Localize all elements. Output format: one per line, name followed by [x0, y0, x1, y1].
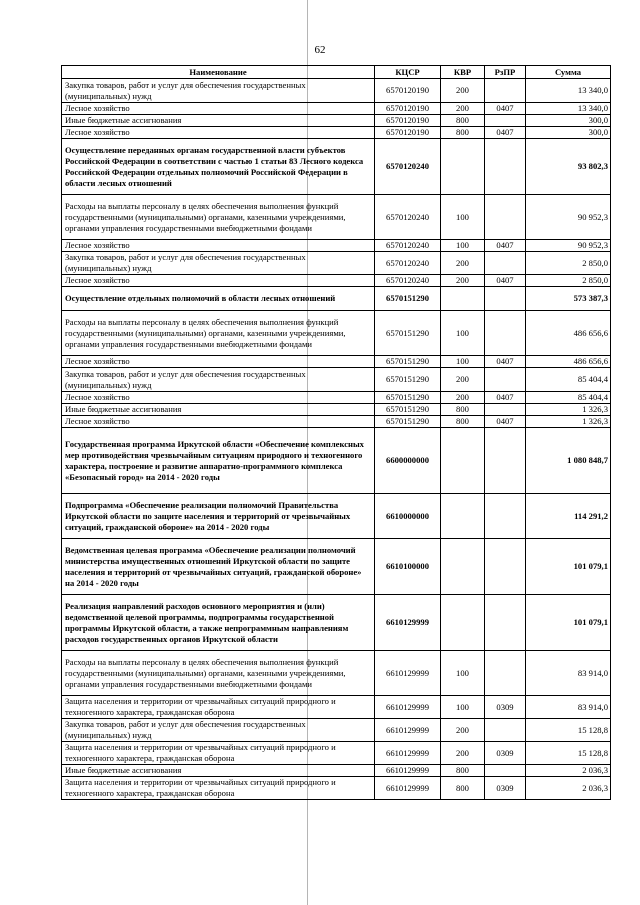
cell-kvr [441, 494, 485, 539]
cell-rzpr [485, 494, 526, 539]
header-rzpr: РзПР [485, 66, 526, 79]
cell-kcsr: 6610129999 [375, 719, 441, 742]
cell-name: Расходы на выплаты персоналу в целях обеспечения выполнения функций государственными (муниципальными) органами, казенными учреждениями, органами управления государственными внебюджетными фондами [62, 195, 375, 240]
cell-name: Расходы на выплаты персоналу в целях обеспечения выполнения функций государственными (муниципальными) органами, казенными учреждениями, органами управления государственными внебюджетными фондами [62, 311, 375, 356]
table-row [62, 311, 611, 356]
cell-rzpr: 0309 [485, 777, 526, 800]
cell-sum: 93 802,3 [526, 139, 611, 195]
cell-rzpr [485, 651, 526, 696]
cell-kcsr: 6610000000 [375, 494, 441, 539]
cell-kvr [441, 287, 485, 311]
header-name: Наименование [62, 66, 375, 79]
cell-name: Иные бюджетные ассигнования [62, 115, 375, 127]
cell-kcsr: 6610129999 [375, 742, 441, 765]
header-sum: Сумма [526, 66, 611, 79]
cell-kvr: 200 [441, 368, 485, 392]
table-row [62, 287, 611, 311]
cell-sum: 1 080 848,7 [526, 428, 611, 494]
page-number: 62 [314, 44, 326, 56]
cell-rzpr [485, 404, 526, 416]
cell-kcsr: 6570120240 [375, 252, 441, 275]
cell-kvr: 800 [441, 127, 485, 139]
cell-kvr: 200 [441, 275, 485, 287]
cell-name: Лесное хозяйство [62, 240, 375, 252]
cell-kvr: 100 [441, 696, 485, 719]
table-row [62, 252, 611, 275]
cell-rzpr [485, 311, 526, 356]
cell-kcsr: 6570120190 [375, 115, 441, 127]
cell-kvr: 200 [441, 103, 485, 115]
cell-sum: 83 914,0 [526, 696, 611, 719]
cell-kvr: 200 [441, 742, 485, 765]
cell-sum: 2 036,3 [526, 765, 611, 777]
cell-kcsr: 6610129999 [375, 765, 441, 777]
table-row [62, 115, 611, 127]
table-row [62, 719, 611, 742]
cell-rzpr [485, 428, 526, 494]
cell-kcsr: 6570151290 [375, 368, 441, 392]
cell-name: Иные бюджетные ассигнования [62, 404, 375, 416]
cell-rzpr [485, 115, 526, 127]
cell-name: Защита населения и территории от чрезвычайных ситуаций природного и техногенного характера, гражданская оборона [62, 777, 375, 800]
cell-name: Расходы на выплаты персоналу в целях обеспечения выполнения функций государственными (муниципальными) органами, казенными учреждениями, органами управления государственными внебюджетными фондами [62, 651, 375, 696]
cell-rzpr [485, 719, 526, 742]
table-row [62, 651, 611, 696]
cell-kcsr: 6570151290 [375, 404, 441, 416]
header-kvr: КВР [441, 66, 485, 79]
cell-kcsr: 6570120240 [375, 275, 441, 287]
cell-kvr [441, 428, 485, 494]
cell-sum: 15 128,8 [526, 742, 611, 765]
cell-kvr: 200 [441, 392, 485, 404]
cell-sum: 85 404,4 [526, 368, 611, 392]
cell-kvr: 100 [441, 195, 485, 240]
cell-name: Лесное хозяйство [62, 392, 375, 404]
cell-rzpr: 0309 [485, 696, 526, 719]
cell-name: Подпрограмма «Обеспечение реализации полномочий Правительства Иркутской области по защите населения и территорий от чрезвычайных ситуаций, гражданской обороне» на 2014 - 2020 годы [62, 494, 375, 539]
header-kcsr: КЦСР [375, 66, 441, 79]
cell-kvr: 800 [441, 416, 485, 428]
cell-name: Осуществление переданных органам государственной власти субъектов Российской Федерации в соответствии с частью 1 статьи 83 Лесного кодекса Российской Федерации отдельных полномочий Российской Федерации в области лесных отношений [62, 139, 375, 195]
cell-sum: 13 340,0 [526, 103, 611, 115]
cell-kcsr: 6570120190 [375, 79, 441, 103]
table-row [62, 275, 611, 287]
cell-name: Реализация направлений расходов основного мероприятия и (или) ведомственной целевой программы, подпрограммы государственной программы Иркутской области, а также непрограммным направлениям расходов государственных органов Иркутской области [62, 595, 375, 651]
table-row [62, 539, 611, 595]
cell-name: Закупка товаров, работ и услуг для обеспечения государственных (муниципальных) нужд [62, 252, 375, 275]
cell-kcsr: 6570151290 [375, 416, 441, 428]
table-row [62, 392, 611, 404]
table-row [62, 195, 611, 240]
cell-kcsr: 6610129999 [375, 595, 441, 651]
cell-sum: 85 404,4 [526, 392, 611, 404]
cell-kcsr: 6610129999 [375, 777, 441, 800]
cell-name: Иные бюджетные ассигнования [62, 765, 375, 777]
cell-name: Защита населения и территории от чрезвычайных ситуаций природного и техногенного характера, гражданская оборона [62, 696, 375, 719]
cell-name: Ведомственная целевая программа «Обеспечение реализации полномочий министерства имущественных отношений Иркутской области по защите населения и территорий от чрезвычайных ситуаций, гражданской обороне» на 2014 - 2020 годы [62, 539, 375, 595]
cell-name: Закупка товаров, работ и услуг для обеспечения государственных (муниципальных) нужд [62, 368, 375, 392]
table-row [62, 595, 611, 651]
cell-name: Лесное хозяйство [62, 356, 375, 368]
cell-kvr [441, 139, 485, 195]
cell-kvr: 800 [441, 404, 485, 416]
cell-name: Лесное хозяйство [62, 416, 375, 428]
table-row [62, 356, 611, 368]
cell-sum: 573 387,3 [526, 287, 611, 311]
cell-name: Лесное хозяйство [62, 275, 375, 287]
cell-kcsr: 6570151290 [375, 392, 441, 404]
cell-rzpr [485, 139, 526, 195]
table-row [62, 416, 611, 428]
cell-sum: 486 656,6 [526, 356, 611, 368]
cell-sum: 101 079,1 [526, 595, 611, 651]
cell-rzpr: 0309 [485, 742, 526, 765]
cell-rzpr [485, 287, 526, 311]
cell-kcsr: 6610100000 [375, 539, 441, 595]
cell-kvr: 100 [441, 356, 485, 368]
cell-sum: 1 326,3 [526, 416, 611, 428]
table-row [62, 127, 611, 139]
table-row [62, 103, 611, 115]
cell-sum: 300,0 [526, 127, 611, 139]
table-row [62, 240, 611, 252]
cell-rzpr: 0407 [485, 240, 526, 252]
cell-sum: 1 326,3 [526, 404, 611, 416]
cell-kcsr: 6570151290 [375, 356, 441, 368]
cell-rzpr [485, 765, 526, 777]
cell-sum: 114 291,2 [526, 494, 611, 539]
cell-kvr: 200 [441, 79, 485, 103]
cell-sum: 13 340,0 [526, 79, 611, 103]
table-header-row [62, 66, 611, 79]
cell-kcsr: 6570151290 [375, 287, 441, 311]
cell-name: Лесное хозяйство [62, 127, 375, 139]
cell-kvr: 100 [441, 651, 485, 696]
cell-kvr: 100 [441, 311, 485, 356]
cell-kvr [441, 539, 485, 595]
cell-sum: 486 656,6 [526, 311, 611, 356]
table-row [62, 368, 611, 392]
cell-name: Осуществление отдельных полномочий в области лесных отношений [62, 287, 375, 311]
cell-kcsr: 6570120190 [375, 103, 441, 115]
cell-rzpr: 0407 [485, 356, 526, 368]
cell-rzpr: 0407 [485, 416, 526, 428]
cell-sum: 15 128,8 [526, 719, 611, 742]
cell-sum: 90 952,3 [526, 195, 611, 240]
cell-name: Государственная программа Иркутской области «Обеспечение комплексных мер противодействия чрезвычайным ситуациям природного и техногенного характера, построение и развитие аппаратно-программного комплекса «Безопасный город» на 2014 - 2020 годы [62, 428, 375, 494]
cell-kcsr: 6570120240 [375, 240, 441, 252]
cell-rzpr [485, 539, 526, 595]
cell-name: Закупка товаров, работ и услуг для обеспечения государственных (муниципальных) нужд [62, 719, 375, 742]
cell-kcsr: 6570151290 [375, 311, 441, 356]
cell-sum: 101 079,1 [526, 539, 611, 595]
cell-rzpr [485, 368, 526, 392]
cell-kcsr: 6600000000 [375, 428, 441, 494]
cell-rzpr [485, 79, 526, 103]
cell-sum: 90 952,3 [526, 240, 611, 252]
cell-kvr: 800 [441, 777, 485, 800]
table-row [62, 139, 611, 195]
cell-sum: 300,0 [526, 115, 611, 127]
cell-kvr [441, 595, 485, 651]
cell-rzpr: 0407 [485, 275, 526, 287]
cell-kcsr: 6570120240 [375, 195, 441, 240]
cell-rzpr [485, 252, 526, 275]
cell-kcsr: 6610129999 [375, 696, 441, 719]
cell-kvr: 200 [441, 252, 485, 275]
cell-kcsr: 6570120240 [375, 139, 441, 195]
cell-sum: 2 850,0 [526, 252, 611, 275]
table-row [62, 777, 611, 800]
cell-name: Закупка товаров, работ и услуг для обеспечения государственных (муниципальных) нужд [62, 79, 375, 103]
cell-rzpr: 0407 [485, 127, 526, 139]
cell-kvr: 100 [441, 240, 485, 252]
cell-name: Лесное хозяйство [62, 103, 375, 115]
table-row [62, 79, 611, 103]
cell-sum: 2 036,3 [526, 777, 611, 800]
cell-rzpr: 0407 [485, 392, 526, 404]
cell-kvr: 200 [441, 719, 485, 742]
cell-sum: 2 850,0 [526, 275, 611, 287]
budget-table [61, 65, 611, 800]
cell-name: Защита населения и территории от чрезвычайных ситуаций природного и техногенного характера, гражданская оборона [62, 742, 375, 765]
cell-rzpr: 0407 [485, 103, 526, 115]
cell-kvr: 800 [441, 765, 485, 777]
table-row [62, 765, 611, 777]
table-row [62, 428, 611, 494]
table-row [62, 696, 611, 719]
cell-sum: 83 914,0 [526, 651, 611, 696]
table-row [62, 404, 611, 416]
table-row [62, 494, 611, 539]
cell-kcsr: 6570120190 [375, 127, 441, 139]
cell-kcsr: 6610129999 [375, 651, 441, 696]
cell-rzpr [485, 195, 526, 240]
cell-rzpr [485, 595, 526, 651]
table-row [62, 742, 611, 765]
cell-kvr: 800 [441, 115, 485, 127]
